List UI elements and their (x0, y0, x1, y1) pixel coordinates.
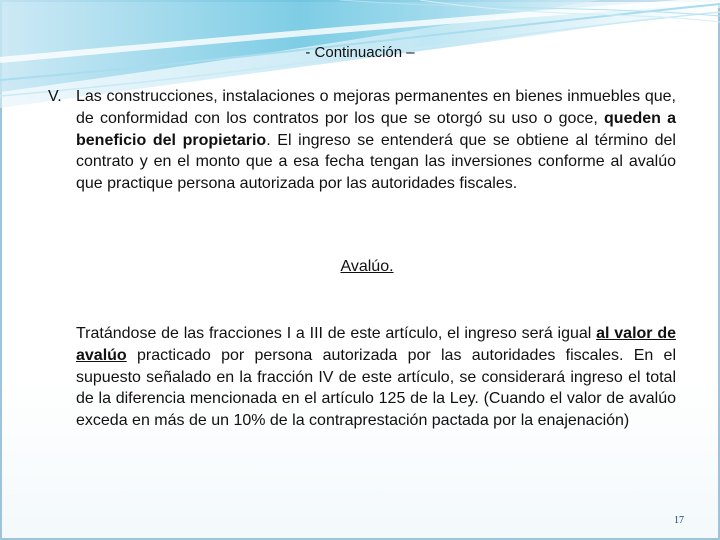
avaluo-paragraph (76, 323, 676, 432)
avaluo-underlined-phrase: al valor de avalúo (76, 325, 676, 364)
avaluo-heading: Avalúo. (340, 258, 394, 275)
continuation-header: - Continuación – (305, 44, 415, 61)
page-number: 17 (674, 515, 684, 526)
avaluo-text-part-2: practicado por persona autorizada por las autoridades fiscales. En el supuesto señalado en la fracción IV de este artículo, se considerará ingreso el total de la diferencia mencionada en el artículo 125 de la Ley. (Cuando el valor de avalúo exceda en más de un 10% de la contraprestación pactada por la enajenación) (76, 346, 676, 430)
item-v-text (76, 86, 676, 195)
item-v-text-part-2: . El ingreso se entenderá que se obtiene al término del contrato y en el monto que a esa fecha tengan las inversiones conforme al avalúo que practique persona autorizada por las autoridades fiscales. (76, 131, 676, 193)
item-v-marker: V. (48, 88, 62, 105)
item-v (48, 86, 676, 195)
item-v-bold-phrase: queden a beneficio del propietario (76, 109, 677, 149)
avaluo-text-part-1: Tratándose de las fracciones I a III de este artículo, el ingreso será igual (76, 325, 597, 342)
item-v-text-part-1: Las construcciones, instalaciones o mejoras permanentes en bienes inmuebles que, de conformidad con los contratos por los que se otorgó su uso o goce, (76, 88, 676, 127)
